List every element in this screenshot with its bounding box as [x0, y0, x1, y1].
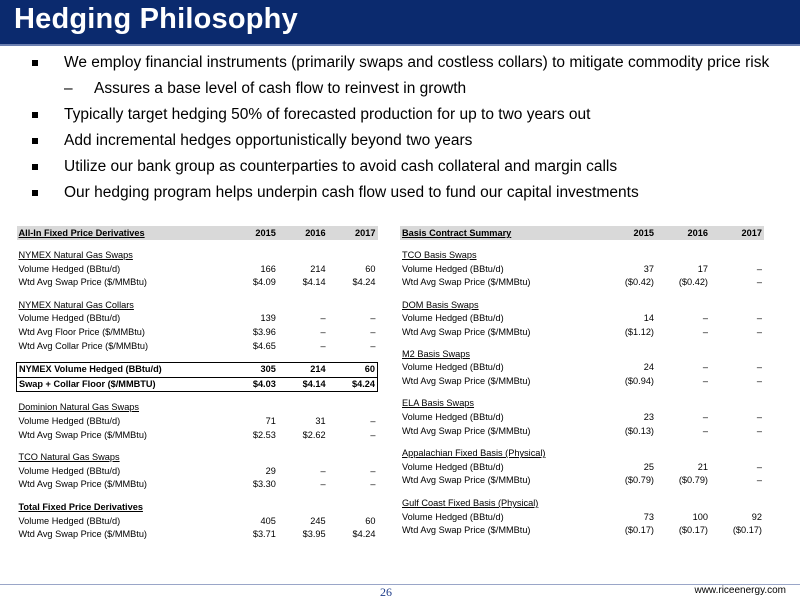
cell-value: –: [756, 326, 762, 337]
cell-value: –: [756, 375, 762, 386]
footer-divider: [0, 584, 800, 585]
year-header: 2015: [216, 226, 278, 240]
year-header: 2016: [656, 226, 710, 240]
section-title: Appalachian Fixed Basis (Physical): [402, 448, 546, 459]
cell-value: $3.95: [302, 529, 326, 540]
cell-value: ($0.13): [624, 425, 654, 436]
table-row: [400, 276, 764, 290]
cell-value: –: [702, 425, 708, 436]
table-row: [400, 326, 764, 340]
cell-value: $4.14: [278, 377, 328, 392]
table-row: [17, 263, 378, 277]
row-label: Volume Hedged (BBtu/d): [18, 263, 121, 274]
section-title: TCO Basis Swaps: [402, 250, 477, 260]
dash-marker: –: [64, 80, 73, 97]
cell-value: –: [702, 411, 708, 422]
cell-value: –: [320, 313, 326, 324]
row-label: Wtd Avg Collar Price ($/MMBtu): [18, 340, 149, 351]
cell-value: –: [370, 465, 376, 476]
page-title: Hedging Philosophy: [14, 3, 298, 35]
cell-value: –: [320, 479, 326, 490]
row-label: Volume Hedged (BBtu/d): [18, 465, 121, 476]
table-row: [400, 461, 764, 475]
section-title: ELA Basis Swaps: [402, 398, 475, 409]
table-row: [400, 312, 764, 326]
table-row: [400, 263, 764, 277]
row-label: Volume Hedged (BBtu/d): [18, 313, 121, 324]
section-title-row: [17, 299, 378, 313]
section-title-row: [400, 397, 764, 411]
cell-value: –: [756, 277, 762, 288]
bullet-text: We employ financial instruments (primarily swaps and costless collars) to mitigate commodity price risk: [64, 54, 770, 71]
row-label: Wtd Avg Swap Price ($/MMBtu): [18, 529, 147, 540]
table-header-row: [400, 226, 764, 240]
cell-value: 37: [643, 263, 654, 274]
cell-value: 100: [692, 511, 708, 522]
cell-value: 29: [265, 465, 276, 476]
cell-value: $3.96: [252, 326, 276, 337]
row-label: Volume Hedged (BBtu/d): [402, 362, 504, 373]
section-title: DOM Basis Swaps: [402, 299, 479, 310]
section-title-row: [17, 401, 378, 415]
row-label: Wtd Avg Swap Price ($/MMBtu): [18, 277, 147, 288]
row-label: Wtd Avg Swap Price ($/MMBtu): [18, 479, 147, 490]
cell-value: 166: [260, 263, 276, 274]
cell-value: 14: [643, 313, 654, 324]
cell-value: –: [756, 411, 762, 422]
section-title: M2 Basis Swaps: [402, 348, 470, 359]
cell-value: $3.30: [252, 479, 276, 490]
cell-value: $3.71: [252, 529, 276, 540]
row-label: Wtd Avg Swap Price ($/MMBtu): [402, 326, 531, 337]
table-row: [400, 474, 764, 488]
section-title: NYMEX Natural Gas Swaps: [18, 250, 133, 260]
row-label: Wtd Avg Swap Price ($/MMBtu): [402, 525, 531, 536]
table-row: [17, 429, 378, 443]
cell-value: 405: [260, 515, 276, 526]
cell-value: –: [702, 326, 708, 337]
cell-value: –: [320, 326, 326, 337]
section-title-row: [400, 299, 764, 313]
bullet-text: Our hedging program helps underpin cash flow used to fund our capital investments: [64, 184, 639, 201]
cell-value: –: [756, 313, 762, 324]
cell-value: 214: [278, 363, 328, 378]
row-label: Volume Hedged (BBtu/d): [402, 263, 504, 274]
cell-value: 60: [328, 363, 378, 378]
section-title-row: [400, 447, 764, 461]
section-title: NYMEX Natural Gas Collars: [18, 299, 134, 310]
website-url: www.riceenergy.com: [694, 585, 786, 596]
cell-value: 25: [643, 461, 654, 472]
section-title-row: [400, 497, 764, 511]
row-label: Wtd Avg Swap Price ($/MMBtu): [402, 375, 531, 386]
cell-value: $4.14: [302, 277, 326, 288]
row-label: NYMEX Volume Hedged (BBtu/d): [17, 363, 217, 378]
table-row: [400, 375, 764, 389]
cell-value: ($0.79): [624, 475, 654, 486]
cell-value: –: [370, 340, 376, 351]
year-header: 2017: [328, 226, 378, 240]
cell-value: –: [370, 326, 376, 337]
basis-contract-summary-table: [400, 226, 764, 538]
row-label: Swap + Collar Floor ($/MMBTU): [17, 377, 217, 392]
section-title-row: [400, 340, 764, 362]
section-title-row: [17, 501, 378, 515]
table-row: [17, 515, 378, 529]
table-row: [17, 326, 378, 340]
boxed-total-row: [17, 377, 378, 392]
cell-value: –: [370, 415, 376, 426]
cell-value: 60: [365, 263, 376, 274]
table-header-row: [17, 226, 378, 240]
cell-value: $4.03: [216, 377, 278, 392]
cell-value: ($0.17): [732, 525, 762, 536]
cell-value: 17: [697, 263, 708, 274]
table-row: [400, 511, 764, 525]
cell-value: $4.24: [328, 377, 378, 392]
table-row: [400, 411, 764, 425]
table-row: [17, 276, 378, 290]
row-label: Wtd Avg Swap Price ($/MMBtu): [18, 429, 147, 440]
page-number: 26: [380, 585, 392, 599]
cell-value: 23: [643, 411, 654, 422]
row-label: Volume Hedged (BBtu/d): [402, 461, 504, 472]
cell-value: $4.24: [352, 277, 376, 288]
table-header-label: Basis Contract Summary: [400, 226, 590, 240]
cell-value: 214: [310, 263, 326, 274]
cell-value: 139: [260, 313, 276, 324]
table-row: [17, 312, 378, 326]
table-row: [17, 340, 378, 354]
section-title: Gulf Coast Fixed Basis (Physical): [402, 497, 539, 508]
year-header: 2017: [710, 226, 764, 240]
cell-value: 73: [643, 511, 654, 522]
cell-value: –: [756, 263, 762, 274]
cell-value: ($1.12): [624, 326, 654, 337]
fixed-price-derivatives-table: [16, 226, 378, 542]
table-header-label: All-In Fixed Price Derivatives: [17, 226, 217, 240]
cell-value: –: [756, 425, 762, 436]
table-row: [17, 478, 378, 492]
cell-value: 24: [643, 362, 654, 373]
cell-value: 60: [365, 515, 376, 526]
row-label: Volume Hedged (BBtu/d): [402, 313, 504, 324]
table-row: [400, 524, 764, 538]
bullet-text: Assures a base level of cash flow to reinvest in growth: [94, 80, 467, 97]
cell-value: 92: [751, 511, 762, 522]
boxed-total-row: [17, 363, 378, 378]
row-label: Volume Hedged (BBtu/d): [402, 411, 504, 422]
cell-value: –: [702, 313, 708, 324]
title-bar: [0, 0, 800, 46]
cell-value: 71: [265, 415, 276, 426]
row-label: Wtd Avg Floor Price ($/MMBtu): [18, 326, 145, 337]
table-row: [17, 528, 378, 542]
row-label: Volume Hedged (BBtu/d): [402, 511, 504, 522]
cell-value: 305: [216, 363, 278, 378]
cell-value: –: [702, 375, 708, 386]
cell-value: –: [756, 362, 762, 373]
section-title-row: [17, 451, 378, 465]
section-title-row: [400, 249, 764, 263]
cell-value: –: [320, 465, 326, 476]
cell-value: ($0.94): [624, 375, 654, 386]
cell-value: –: [702, 362, 708, 373]
row-label: Wtd Avg Swap Price ($/MMBtu): [402, 277, 531, 288]
cell-value: –: [756, 461, 762, 472]
cell-value: 31: [315, 415, 326, 426]
cell-value: ($0.79): [678, 475, 708, 486]
year-header: 2016: [278, 226, 328, 240]
cell-value: –: [370, 429, 376, 440]
table-row: [400, 361, 764, 375]
cell-value: $4.65: [252, 340, 276, 351]
row-label: Wtd Avg Swap Price ($/MMBtu): [402, 475, 531, 486]
bullet-text: Typically target hedging 50% of forecasted production for up to two years out: [64, 106, 591, 123]
row-label: Wtd Avg Swap Price ($/MMBtu): [402, 425, 531, 436]
section-title-row: [17, 249, 378, 263]
table-row: [17, 415, 378, 429]
cell-value: $4.09: [252, 277, 276, 288]
cell-value: ($0.42): [678, 277, 708, 288]
cell-value: –: [370, 479, 376, 490]
cell-value: ($0.17): [624, 525, 654, 536]
section-title: Total Fixed Price Derivatives: [18, 501, 143, 512]
cell-value: $2.62: [302, 429, 326, 440]
year-header: 2015: [590, 226, 656, 240]
row-label: Volume Hedged (BBtu/d): [18, 415, 121, 426]
cell-value: $4.24: [352, 529, 376, 540]
table-row: [400, 425, 764, 439]
cell-value: 21: [697, 461, 708, 472]
bullet-text: Add incremental hedges opportunistically beyond two years: [64, 132, 473, 149]
section-title: TCO Natural Gas Swaps: [18, 452, 120, 463]
table-row: [17, 465, 378, 479]
cell-value: 245: [310, 515, 326, 526]
cell-value: –: [320, 340, 326, 351]
cell-value: $2.53: [252, 429, 276, 440]
cell-value: ($0.42): [624, 277, 654, 288]
section-title: Dominion Natural Gas Swaps: [18, 402, 140, 413]
row-label: Volume Hedged (BBtu/d): [18, 515, 121, 526]
cell-value: –: [756, 475, 762, 486]
bullet-text: Utilize our bank group as counterparties to avoid cash collateral and margin calls: [64, 158, 618, 175]
cell-value: ($0.17): [678, 525, 708, 536]
cell-value: –: [370, 313, 376, 324]
